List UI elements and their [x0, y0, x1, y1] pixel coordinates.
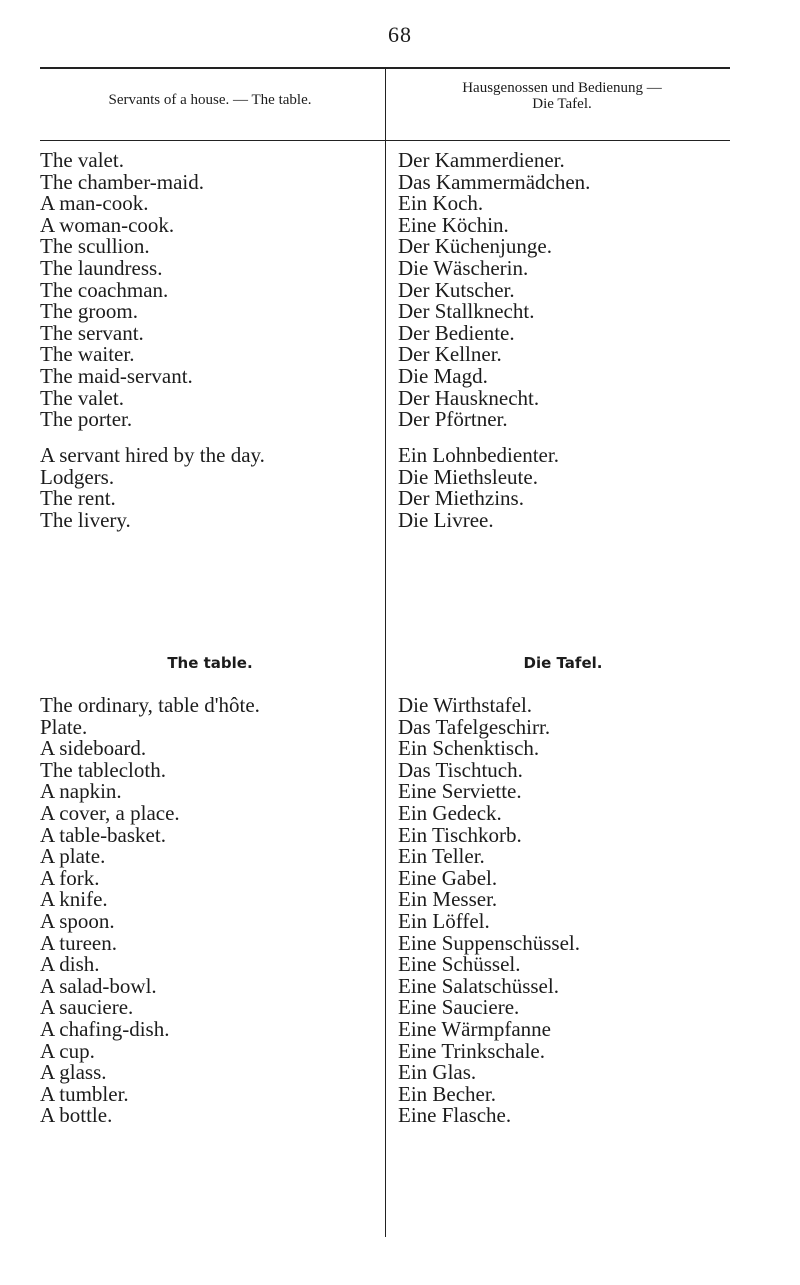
list-item: Der Kammerdiener.: [398, 148, 565, 172]
list-item: Eine Suppenschüssel.: [398, 930, 580, 955]
list-item: Eine Schüssel.: [398, 952, 521, 977]
list-item: Ein Schenktisch.: [398, 736, 540, 761]
list-item: A napkin.: [40, 779, 122, 804]
list-item: Eine Köchin.: [398, 212, 509, 237]
list-item: Ein Tischkorb.: [398, 822, 522, 847]
list-item: The coachman.: [40, 277, 169, 302]
list-item: A sideboard.: [40, 736, 147, 761]
list-item: Eine Sauciere.: [398, 995, 520, 1020]
list-item: Das Tafelgeschirr.: [398, 714, 551, 739]
list-item: A table-basket.: [40, 822, 166, 847]
list-item: Eine Trinkschale.: [398, 1038, 545, 1063]
list-item: Die Miethsleute.: [398, 464, 538, 489]
list-item: The tablecloth.: [40, 757, 166, 782]
list-item: Eine Wärmpfanne: [398, 1016, 551, 1041]
list-item: A glass.: [40, 1060, 107, 1085]
list-item: A cover, a place.: [40, 800, 180, 825]
list-item: Der Bediente.: [398, 320, 515, 345]
list-item: Ein Gedeck.: [398, 800, 502, 825]
header-german-line2: Die Tafel.: [532, 96, 592, 112]
list-item: Eine Salatschüssel.: [398, 973, 559, 998]
list-item: Ein Becher.: [398, 1081, 496, 1106]
list-item: Die Wirthstafel.: [398, 693, 533, 717]
list-item: The rent.: [40, 486, 116, 511]
list-item: Ein Löffel.: [398, 908, 490, 933]
list-item: A man-cook.: [40, 191, 149, 216]
list-item: A salad-bowl.: [40, 973, 157, 998]
lodging-german-list: [398, 445, 559, 531]
list-item: Ein Messer.: [398, 887, 498, 912]
list-item: Eine Serviette.: [398, 779, 522, 804]
list-item: Die Livree.: [398, 507, 494, 532]
list-item: A bottle.: [40, 1103, 113, 1128]
table-english-list: [40, 695, 260, 1127]
list-item: Ein Lohnbedienter.: [398, 443, 559, 467]
list-item: The livery.: [40, 507, 131, 532]
table-heading-german: Die Tafel.: [523, 654, 603, 672]
list-item: Eine Flasche.: [398, 1103, 512, 1128]
list-item: A servant hired by the day.: [40, 443, 265, 467]
lodging-english-list: [40, 445, 265, 531]
list-item: Plate.: [40, 714, 88, 739]
list-item: A cup.: [40, 1038, 95, 1063]
list-item: Die Magd.: [398, 363, 488, 388]
list-item: A plate.: [40, 844, 106, 869]
servants-german-list: [398, 150, 590, 431]
list-item: The groom.: [40, 299, 138, 324]
table-heading-english: The table.: [167, 654, 253, 672]
list-item: The maid-servant.: [40, 363, 193, 388]
list-item: A knife.: [40, 887, 108, 912]
list-item: Die Wäscherin.: [398, 255, 529, 280]
list-item: The valet.: [40, 148, 124, 172]
list-item: The ordinary, table d'hôte.: [40, 693, 260, 717]
column-divider: [385, 67, 386, 1237]
list-item: A chafing-dish.: [40, 1016, 170, 1041]
list-item: Eine Gabel.: [398, 865, 498, 890]
list-item: Das Tischtuch.: [398, 757, 523, 782]
list-item: The laundress.: [40, 255, 163, 280]
list-item: Der Kutscher.: [398, 277, 515, 302]
list-item: Der Kellner.: [398, 342, 502, 367]
list-item: Ein Teller.: [398, 844, 485, 869]
list-item: A sauciere.: [40, 995, 134, 1020]
list-item: A spoon.: [40, 908, 115, 933]
list-item: A fork.: [40, 865, 100, 890]
header-english: Servants of a house. — The table.: [108, 92, 312, 108]
list-item: Der Miethzins.: [398, 486, 524, 511]
list-item: Der Küchenjunge.: [398, 234, 552, 259]
list-item: Ein Glas.: [398, 1060, 477, 1085]
header-german: [392, 80, 732, 112]
list-item: A tureen.: [40, 930, 117, 955]
list-item: Der Hausknecht.: [398, 385, 540, 410]
list-item: The porter.: [40, 407, 133, 432]
list-item: Das Kammermädchen.: [398, 169, 591, 194]
list-item: A tumbler.: [40, 1081, 129, 1106]
list-item: Lodgers.: [40, 464, 115, 489]
page-number: 68: [388, 22, 412, 47]
list-item: The servant.: [40, 320, 144, 345]
list-item: A woman-cook.: [40, 212, 175, 237]
list-item: Der Pförtner.: [398, 407, 508, 432]
list-item: A dish.: [40, 952, 100, 977]
list-item: Ein Koch.: [398, 191, 484, 216]
list-item: The scullion.: [40, 234, 150, 259]
list-item: The chamber-maid.: [40, 169, 205, 194]
table-german-list: [398, 695, 580, 1127]
list-item: The valet.: [40, 385, 124, 410]
list-item: Der Stallknecht.: [398, 299, 535, 324]
servants-english-list: [40, 150, 204, 431]
list-item: The waiter.: [40, 342, 135, 367]
header-german-line1: Hausgenossen und Bedienung —: [462, 80, 662, 96]
